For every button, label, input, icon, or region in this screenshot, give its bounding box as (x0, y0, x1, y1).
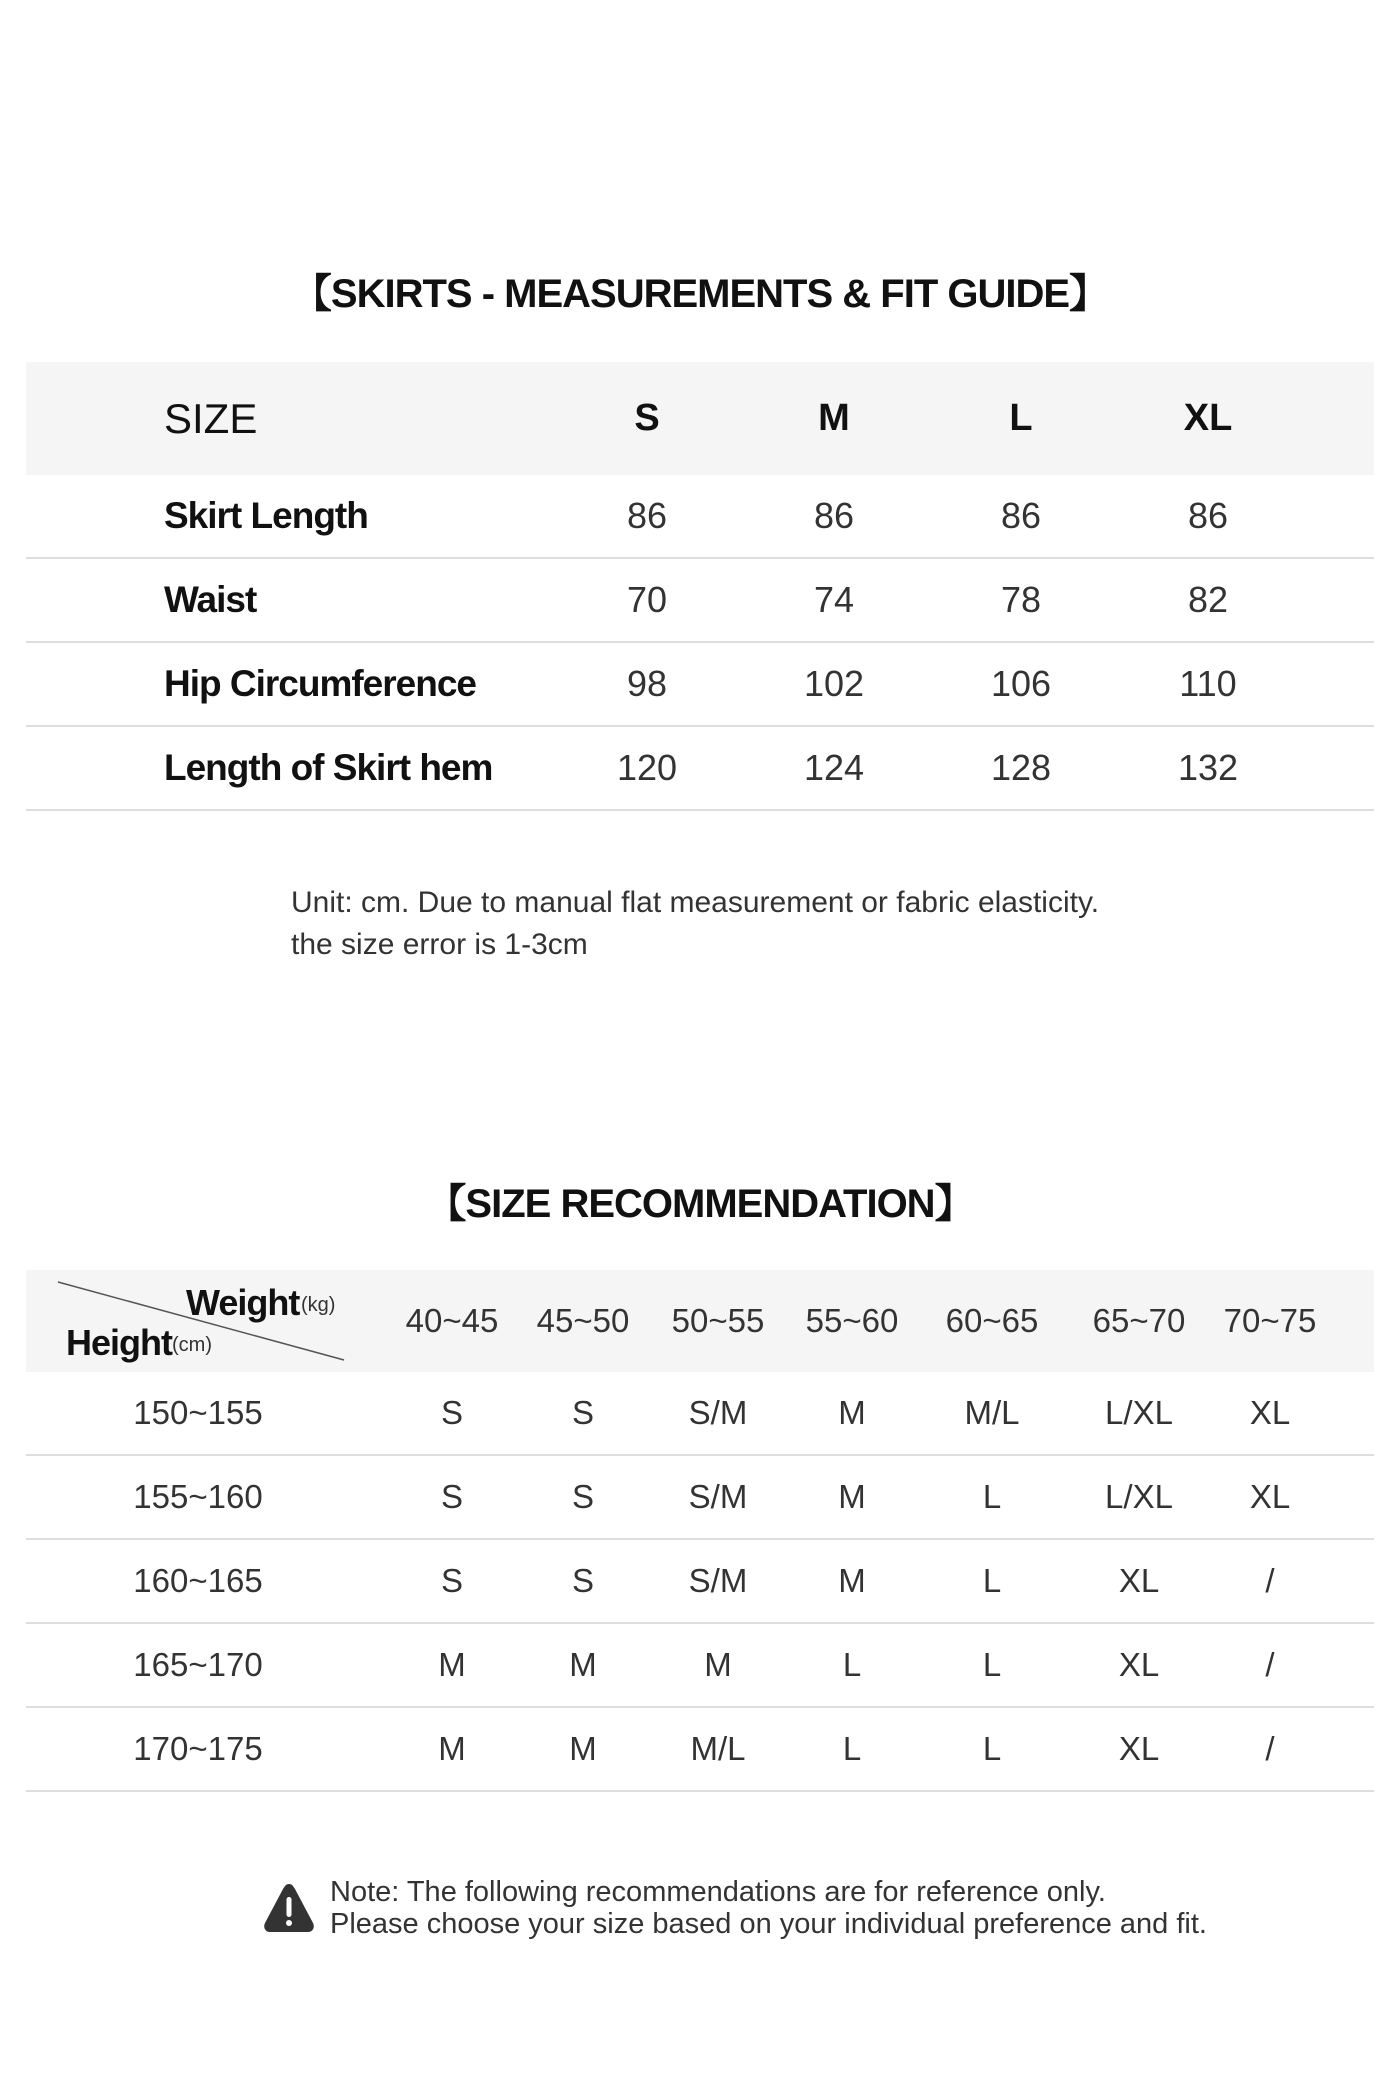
table-cell: XL (1249, 1478, 1291, 1515)
table-cell: L (982, 1730, 1002, 1767)
recommendation-note (262, 1876, 1262, 1940)
height-range: 160~165 (133, 1562, 263, 1599)
table-cell: 82 (1187, 579, 1229, 620)
table-cell: S (571, 1394, 594, 1431)
height-range: 165~170 (133, 1646, 263, 1683)
table-cell: 124 (803, 747, 865, 788)
table-row (26, 1624, 1374, 1708)
table-cell: M (704, 1646, 732, 1683)
table-cell: 128 (990, 747, 1052, 788)
recommendation-header-row (26, 1270, 1374, 1372)
weight-unit: (kg) (301, 1294, 336, 1316)
table-cell: S (440, 1478, 463, 1515)
height-range: 150~155 (133, 1394, 263, 1431)
table-cell: XL (1118, 1562, 1160, 1599)
table-cell: M (838, 1478, 866, 1515)
measurements-title: 【SKIRTS - MEASUREMENTS & FIT GUIDE】 (291, 272, 1109, 316)
table-cell: 78 (1000, 579, 1042, 620)
table-cell: 110 (1179, 663, 1237, 704)
table-row (26, 643, 1374, 727)
table-cell: 120 (616, 747, 678, 788)
table-row (26, 727, 1374, 811)
row-label: Length of Skirt hem (164, 747, 493, 788)
table-cell: M (569, 1730, 597, 1767)
size-header-label: SIZE (164, 394, 258, 442)
table-cell: M (438, 1730, 466, 1767)
table-row (26, 559, 1374, 643)
table-cell: S/M (688, 1394, 748, 1431)
table-cell: S (571, 1478, 594, 1515)
measurement-note-line1: Unit: cm. Due to manual flat measurement or fabric elasticity. (291, 886, 1100, 919)
table-cell: 70 (626, 579, 668, 620)
table-cell: L/XL (1105, 1394, 1173, 1431)
table-cell: 86 (1187, 495, 1229, 536)
row-label: Skirt Length (164, 495, 368, 536)
measurement-note-line2: the size error is 1-3cm (291, 928, 588, 961)
table-cell: L (982, 1646, 1002, 1683)
weight-header: 55~60 (805, 1302, 899, 1339)
table-cell: L/XL (1105, 1478, 1173, 1515)
table-cell: 74 (813, 579, 855, 620)
table-cell: 86 (813, 495, 855, 536)
table-cell: M (838, 1562, 866, 1599)
table-cell: L (842, 1730, 862, 1767)
weight-label: Weight (186, 1282, 300, 1323)
table-cell: XL (1118, 1730, 1160, 1767)
size-header-xl: XL (1183, 397, 1233, 439)
table-cell: 132 (1177, 747, 1239, 788)
table-cell: S (571, 1562, 594, 1599)
table-cell: L (982, 1562, 1002, 1599)
table-cell: XL (1118, 1646, 1160, 1683)
table-cell: L (842, 1646, 862, 1683)
weight-header: 45~50 (536, 1302, 630, 1339)
table-cell: M (438, 1646, 466, 1683)
table-cell: 86 (626, 495, 668, 536)
table-cell: S (440, 1394, 463, 1431)
table-cell: S (440, 1562, 463, 1599)
table-row (26, 475, 1374, 559)
table-cell: / (1265, 1562, 1275, 1599)
height-range: 155~160 (133, 1478, 263, 1515)
weight-header: 60~65 (945, 1302, 1039, 1339)
height-unit: (cm) (172, 1334, 212, 1356)
recommendation-note-line1: Note: The following recommendations are for reference only. (330, 1876, 1106, 1908)
table-row (26, 1456, 1374, 1540)
row-label: Waist (164, 579, 257, 620)
table-row (26, 1372, 1374, 1456)
size-header-m: M (818, 397, 850, 439)
table-row (26, 1708, 1374, 1792)
table-cell: 98 (626, 663, 668, 704)
recommendation-note-line2: Please choose your size based on your individual preference and fit. (330, 1908, 1207, 1940)
row-label: Hip Circumference (164, 663, 476, 704)
table-cell: M/L (690, 1730, 746, 1767)
table-row (26, 1540, 1374, 1624)
table-cell: 102 (803, 663, 865, 704)
table-cell: 86 (1000, 495, 1042, 536)
table-cell: S/M (688, 1478, 748, 1515)
warning-icon (262, 1881, 316, 1935)
table-cell: L (982, 1478, 1002, 1515)
table-cell: / (1265, 1646, 1275, 1683)
measurement-note (291, 882, 1099, 966)
weight-header: 40~45 (405, 1302, 499, 1339)
weight-header: 65~70 (1092, 1302, 1186, 1339)
measurements-header-row (26, 362, 1374, 475)
table-cell: / (1265, 1730, 1275, 1767)
size-header-l: L (1009, 397, 1033, 439)
recommendation-title: 【SIZE RECOMMENDATION】 (426, 1182, 974, 1226)
table-cell: M/L (964, 1394, 1020, 1431)
table-cell: 106 (990, 663, 1052, 704)
weight-header: 70~75 (1223, 1302, 1317, 1339)
table-cell: M (569, 1646, 597, 1683)
table-cell: S/M (688, 1562, 748, 1599)
size-header-s: S (634, 397, 660, 439)
table-cell: M (838, 1394, 866, 1431)
height-label: Height (66, 1322, 172, 1363)
table-cell: XL (1249, 1394, 1291, 1431)
height-range: 170~175 (133, 1730, 263, 1767)
weight-header: 50~55 (671, 1302, 765, 1339)
